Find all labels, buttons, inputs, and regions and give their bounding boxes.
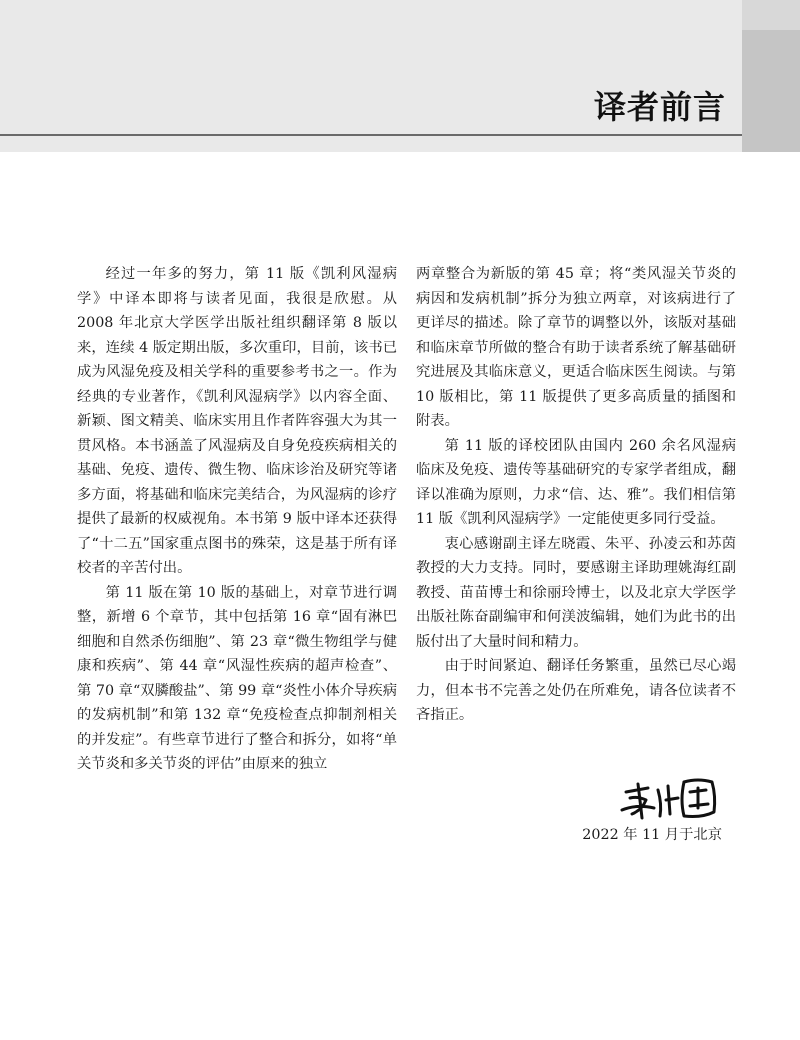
paragraph: 衷心感谢副主译左晓霞、朱平、孙凌云和苏茵教授的大力支持。同时，要感谢主译助理姚海红副教授、苗苗博士和徐丽玲博士，以及北京大学医学出版社陈奋副编审和何渼波编辑，她们为此书的出版付出了大量时间和精力。 (416, 535, 736, 650)
header-rule (0, 134, 742, 136)
page-title: 译者前言 (593, 88, 726, 126)
paragraph: 第 11 版的译校团队由国内 260 余名风湿病临床及免疫、遗传等基础研究的专家学者组成，翻译以准确为原则，力求“信、达、雅”。我们相信第 11 版《凯利风湿病学》一定能使更多同行受益。 (416, 437, 736, 527)
left-column (77, 262, 397, 777)
paragraph: 经过一年多的努力，第 11 版《凯利风湿病学》中译本即将与读者见面，我很是欣慰。从 2008 年北京大学医学出版社组织翻译第 8 版以来，连续 4 版定期出版，多次重印，目前，该书已成为风湿免疫及相关学科的重要参考书之一。作为经典的专业著作，《凯利风湿病学》以内容全面、新颖、图文精美、临床实用且作者阵容强大为其一贯风格。本书涵盖了风湿病及自身免疫疾病相关的基础、免疫、遗传、微生物、临床诊治及研究等诸多方面，将基础和临床完美结合，为风湿病的诊疗提供了最新的权威视角。本书第 9 版中译本还获得了“十二五”国家重点图书的殊荣，这是基于所有译校者的辛苦付出。 (77, 266, 397, 576)
side-tab-top (742, 0, 800, 30)
paragraph: 第 11 版在第 10 版的基础上，对章节进行调整，新增 6 个章节，其中包括第 16 章“固有淋巴细胞和自然杀伤细胞”、第 23 章“微生物组学与健康和疾病”、第 44 章“风湿性疾病的超声检查”、第 70 章“双膦酸盐”、第 99 章“炎性小体介导疾病的发病机制”和第 132 章“免疫检查点抑制剂相关的并发症”。有些章节进行了整合和拆分，如将“单关节炎和多关节炎的评估”由原来的独立 (77, 584, 397, 772)
signature-icon (618, 770, 728, 824)
signature-image (618, 770, 728, 824)
header-band (0, 0, 800, 152)
paragraph: 两章整合为新版的第 45 章；将“类风湿关节炎的病因和发病机制”拆分为独立两章，对该病进行了更详尽的描述。除了章节的调整以外，该版对基础和临床章节所做的整合有助于读者系统了解基础研究进展及其临床意义，更适合临床医生阅读。与第 10 版相比，第 11 版提供了更多高质量的插图和附表。 (416, 266, 736, 429)
paragraph: 由于时间紧迫、翻译任务繁重，虽然已尽心竭力，但本书不完善之处仍在所难免，请各位读者不吝指正。 (416, 658, 736, 723)
right-column (416, 262, 736, 728)
date-line: 2022 年 11 月于北京 (582, 827, 722, 843)
